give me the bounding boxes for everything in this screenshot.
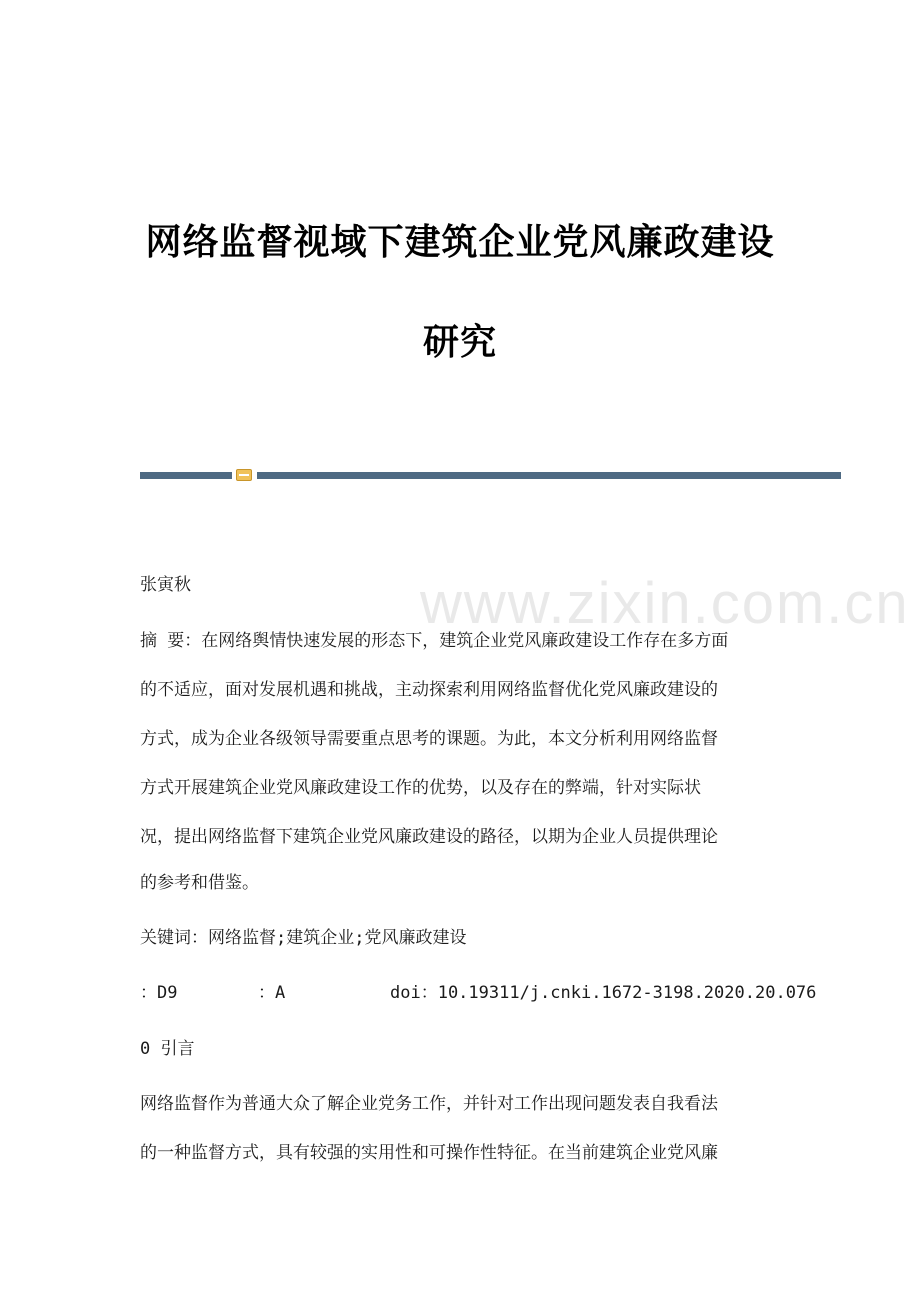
author-name: 张寅秋 [140,575,191,595]
keywords: 关键词：网络监督;建筑企业;党风廉政建设 [140,928,467,948]
abstract-line: 的参考和借鉴。 [140,873,259,893]
body-line: 网络监督作为普通大众了解企业党务工作，并针对工作出现问题发表自我看法 [140,1094,718,1114]
abstract-line: 的不适应，面对发展机遇和挑战，主动探索利用网络监督优化党风廉政建设的 [140,680,718,700]
body-line: 的一种监督方式，具有较强的实用性和可操作性特征。在当前建筑企业党风廉 [140,1143,718,1163]
title-divider-left [140,472,232,479]
document-code: ：A [258,983,286,1003]
classification-code: ：D9 [140,983,178,1003]
abstract-line: 摘 要：在网络舆情快速发展的形态下，建筑企业党风廉政建设工作存在多方面 [140,631,729,651]
abstract-line: 方式，成为企业各级领导需要重点思考的课题。为此，本文分析利用网络监督 [140,729,718,749]
abstract-line: 况，提出网络监督下建筑企业党风廉政建设的路径，以期为企业人员提供理论 [140,827,718,847]
doi: doi：10.19311/j.cnki.1672-3198.2020.20.076 [390,983,817,1003]
watermark: www.zixin.com.cn [420,571,910,636]
document-title-line-1: 网络监督视域下建筑企业党风廉政建设 [145,221,775,263]
document-title-line-2: 研究 [422,321,497,363]
title-divider-right [257,472,841,479]
section-heading: 0 引言 [140,1039,195,1059]
abstract-line: 方式开展建筑企业党风廉政建设工作的优势，以及存在的弊端，针对实际状 [140,778,701,798]
divider-badge-icon [236,469,252,481]
